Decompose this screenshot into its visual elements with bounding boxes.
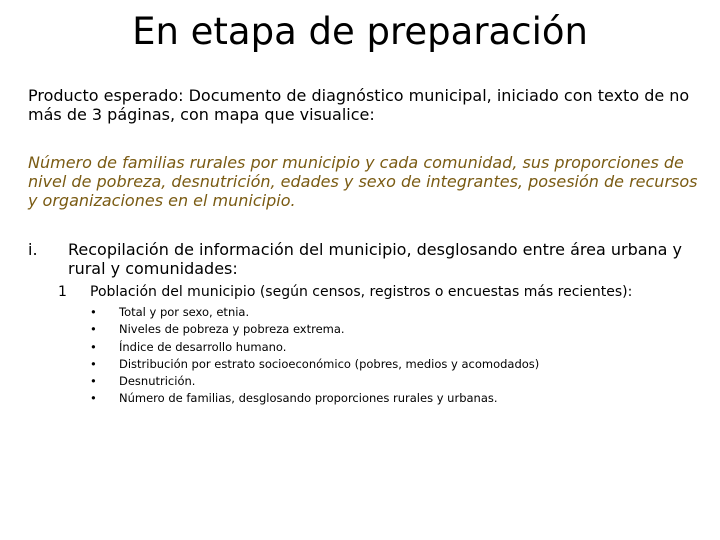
map-description-text: Número de familias rurales por municipio y cada comunidad, sus proporciones de nivel de pobreza, desnutrición, edades y sexo de integrantes, posesión de recursos y organizaciones en el municipio. — [28, 153, 698, 210]
list-item — [90, 321, 539, 338]
section-i-number: i. — [28, 240, 38, 259]
bullet-text: Distribución por estrato socioeconómico (pobres, medios y acomodados) — [119, 356, 540, 371]
bullet-text: Número de familias, desglosando proporciones rurales y urbanas. — [119, 391, 498, 406]
subsection-1-text: Población del municipio (según censos, registros o encuestas más recientes): — [90, 284, 633, 300]
bullet-icon: • — [90, 305, 97, 319]
bullet-text: Desnutrición. — [119, 374, 196, 389]
list-item — [90, 356, 539, 373]
bullet-list — [90, 304, 539, 408]
list-item — [90, 390, 539, 407]
expected-product-text: Producto esperado: Documento de diagnóstico municipal, iniciado con texto de no más de 3 páginas, con mapa que visualice: — [28, 86, 690, 124]
bullet-icon: • — [90, 356, 97, 371]
subsection-1-number: 1 — [58, 284, 67, 300]
bullet-icon: • — [90, 339, 97, 354]
bullet-icon: • — [90, 391, 97, 406]
bullet-icon: • — [90, 374, 97, 389]
bullet-text: Niveles de pobreza y pobreza extrema. — [119, 322, 345, 337]
bullet-text: Total y por sexo, etnia. — [119, 305, 250, 319]
list-item — [90, 373, 539, 390]
bullet-text: Índice de desarrollo humano. — [119, 339, 287, 354]
section-i-text: Recopilación de información del municipio, desglosando entre área urbana y rural y comunidades: — [68, 240, 683, 278]
list-item — [90, 304, 539, 321]
bullet-icon: • — [90, 322, 97, 337]
slide-title: En etapa de preparación — [132, 10, 588, 53]
list-item — [90, 339, 539, 356]
